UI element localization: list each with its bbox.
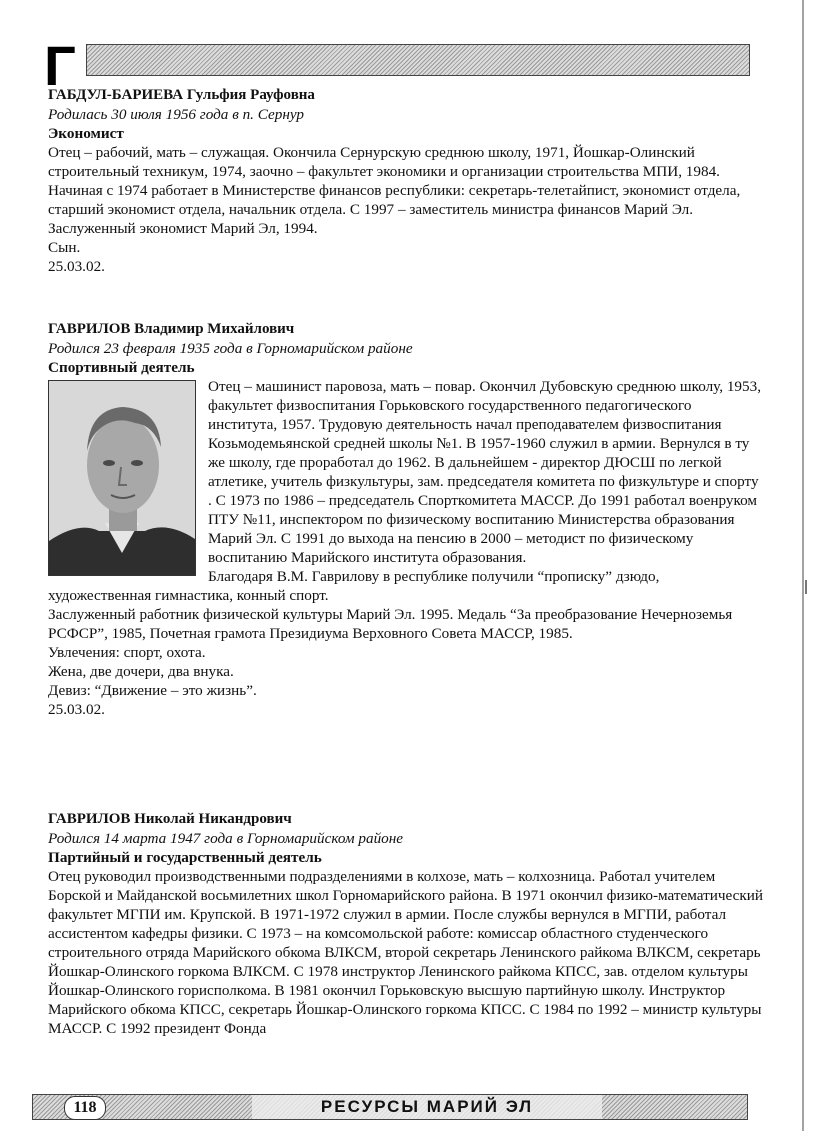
entry-paragraph: Жена, две дочери, два внука. (48, 663, 234, 680)
entry-paragraph: Благодаря В.М. Гаврилову в республике получили “прописку” дзюдо, художественная гимнастика, конный спорт. (48, 568, 660, 604)
page-edge-mark (805, 580, 807, 594)
page-edge-line (802, 0, 804, 1131)
entry-role: Спортивный деятель (48, 359, 195, 376)
entry-paragraph: Заслуженный экономист Марий Эл, 1994. (48, 220, 318, 237)
page-number: 118 (64, 1096, 106, 1120)
section-header-band (86, 44, 750, 76)
entry-role: Партийный и государственный деятель (48, 849, 322, 866)
portrait-photo (48, 380, 196, 576)
section-letter: Г (44, 34, 76, 97)
entry-paragraph: Отец руководил производственными подразделениями в колхозе, мать – колхозница. Работал учителем Борской и Майданской восьмилетних школ Горномарийского района. В 1971 окончил физико-математический факультет МГПИ им. Крупской. В 1971-1972 служил в армии. После службы вернулся в МГПИ, работал ассистентом кафедры физики. С 1973 – на комсомольской работе: комиссар областного студенческого строительного отряда Марийского обкома ВЛКСМ, второй секретарь Ленинского райкома ВЛКСМ, секретарь Йошкар-Олинского горкома ВЛКСМ. С 1978 инструктор Ленинского райкома КПСС, зав. отделом культуры Йошкар-Олинского горисполкома. В 1981 окончил Горьковскую высшую партийную школу. Инструктор Марийского обкома КПСС, секретарь Йошкар-Олинского горкома КПСС. С 1984 по 1992 – министр культуры МАССР. С 1992 президент Фонда (48, 868, 764, 1037)
entry-birth: Родился 23 февраля 1935 года в Горномарийском районе (48, 340, 413, 357)
entry-paragraph: Девиз: “Движение – это жизнь”. (48, 682, 257, 699)
entry-gavrilov-nikolai (48, 810, 764, 1038)
portrait-image (49, 381, 195, 575)
entry-date: 25.03.02. (48, 701, 105, 718)
entry-paragraph: Отец – рабочий, мать – служащая. Окончила Сернурскую среднюю школу, 1971, Йошкар-Олинский строительный техникум, 1974, заочно – факультет экономики и организации строительства МПИ, 1984. Начиная с 1974 работает в Министерстве финансов республики: секретарь-телетайпист, экономист отдела, старший экономист отдела, начальник отдела. С 1997 – заместитель министра финансов Марий Эл. (48, 144, 741, 218)
entry-role: Экономист (48, 125, 124, 142)
entry-name: ГАВРИЛОВ Николай Никандрович (48, 811, 292, 827)
entry-gabdul-barieva (48, 86, 764, 276)
entry-paragraph: Сын. (48, 239, 81, 256)
entry-birth: Родился 14 марта 1947 года в Горномарийском районе (48, 830, 404, 847)
entry-name: ГАБДУЛ-БАРИЕВА Гульфия Рауфовна (48, 87, 315, 103)
entry-name: ГАВРИЛОВ Владимир Михайлович (48, 321, 295, 337)
journal-title: РЕСУРСЫ МАРИЙ ЭЛ (252, 1095, 602, 1119)
entry-date: 25.03.02. (48, 258, 105, 275)
page-footer (32, 1094, 748, 1120)
entry-gavrilov-vladimir (48, 320, 764, 719)
entry-birth: Родилась 30 июля 1956 года в п. Сернур (48, 106, 305, 123)
entry-paragraph: Увлечения: спорт, охота. (48, 644, 206, 661)
entry-paragraph: Заслуженный работник физической культуры Марий Эл. 1995. Медаль “За преобразование Нечерноземья РСФСР”, 1985, Почетная грамота Президиума Верховного Совета МАССР, 1985. (48, 606, 733, 642)
entry-paragraph: Отец – машинист паровоза, мать – повар. Окончил Дубовскую среднюю школу, 1953, факультет физвоспитания Горьковского государственного педагогического института, 1957. Трудовую деятельность начал преподавателем физвоспитания Козьмодемьянской средней школы №1. В 1957-1960 служил в армии. Вернулся в ту же школу, где проработал до 1962. В дальнейшем - директор ДЮСШ по легкой атлетике, учитель физкультуры, зам. председателя комитета по физкультуре и спорту . С 1973 по 1986 – председатель Спорткомитета МАССР. До 1991 работал военруком ПТУ №11, инспектором по физическому воспитанию Министерства образования Марий Эл. С 1991 до выхода на пенсию в 2000 – методист по физическому воспитанию Марийского института образования. (208, 378, 762, 566)
